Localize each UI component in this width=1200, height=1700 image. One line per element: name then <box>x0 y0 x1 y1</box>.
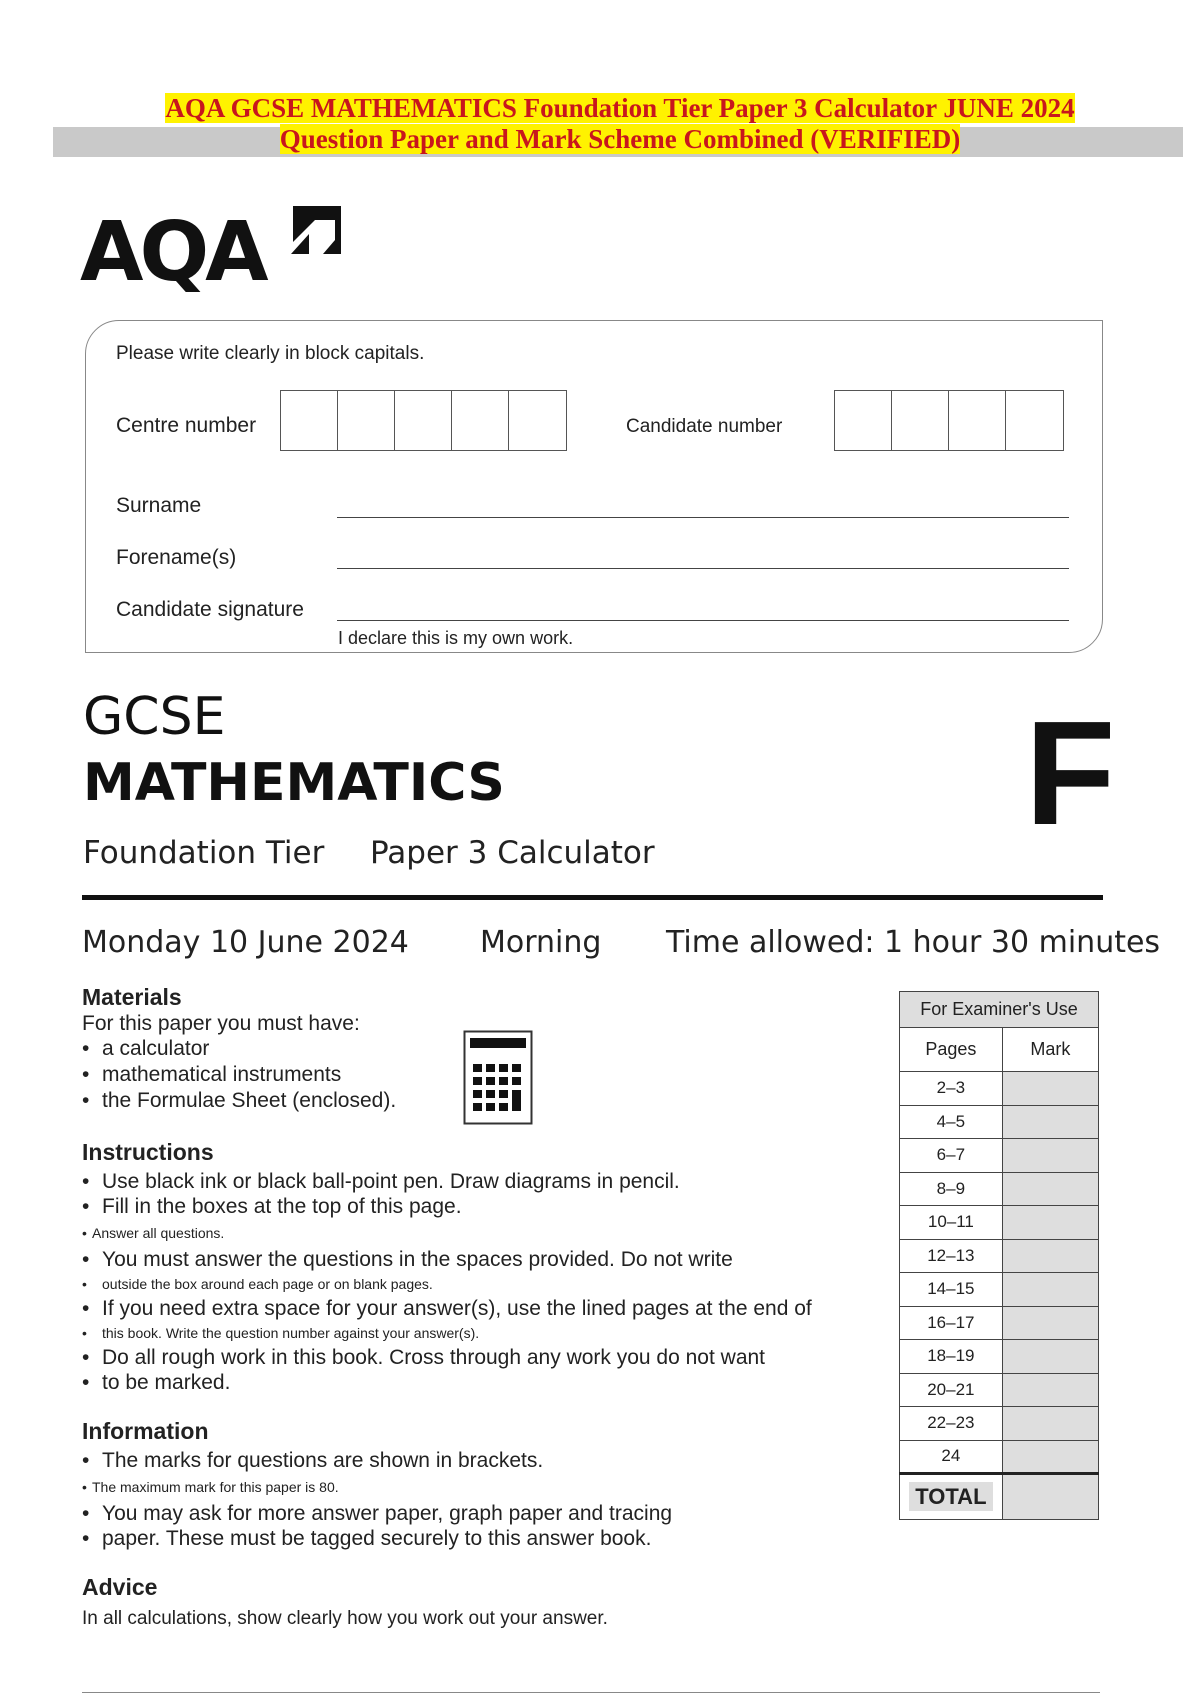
mark-cell <box>1002 1139 1098 1173</box>
pages-cell: 12–13 <box>900 1239 1003 1273</box>
table-row <box>900 1139 1099 1173</box>
list-item: • If you need extra space for your answer(s), use the lined pages at the end of <box>80 1296 812 1321</box>
list-item: • Use black ink or black ball-point pen. Draw diagrams in pencil. <box>80 1169 812 1194</box>
surname-field[interactable] <box>337 517 1069 518</box>
table-row <box>900 1340 1099 1374</box>
mark-cell <box>1002 1340 1098 1374</box>
total-label-cell <box>900 1474 1003 1520</box>
exam-date: Monday 10 June 2024 <box>82 925 409 960</box>
examiner-table-heading: For Examiner's Use <box>900 992 1099 1028</box>
paper-label: Paper 3 Calculator <box>370 835 655 871</box>
forename-label: Forename(s) <box>116 546 237 569</box>
list-item: • You must answer the questions in the spaces provided. Do not write <box>80 1247 812 1272</box>
pages-cell: 2–3 <box>900 1072 1003 1106</box>
title-divider <box>82 895 1103 900</box>
list-item-continued: • outside the box around each page or on blank pages. <box>80 1272 812 1296</box>
pages-cell: 8–9 <box>900 1172 1003 1206</box>
centre-digit-box[interactable] <box>395 391 452 450</box>
pages-cell: 4–5 <box>900 1105 1003 1139</box>
list-item: • The marks for questions are shown in brackets. <box>80 1448 672 1473</box>
list-item-continued: • paper. These must be tagged securely to this answer book. <box>80 1526 672 1551</box>
candidate-digit-box[interactable] <box>835 391 892 450</box>
mark-cell <box>1002 1105 1098 1139</box>
pages-column-header: Pages <box>900 1028 1003 1072</box>
pages-cell: 16–17 <box>900 1306 1003 1340</box>
aqa-logo-mark-icon <box>287 204 343 260</box>
list-item: • The maximum mark for this paper is 80. <box>80 1473 672 1501</box>
table-row <box>900 1206 1099 1240</box>
table-row <box>900 1273 1099 1307</box>
materials-list <box>80 1036 396 1114</box>
centre-digit-box[interactable] <box>281 391 338 450</box>
mark-cell <box>1002 1239 1098 1273</box>
mark-cell <box>1002 1440 1098 1474</box>
list-item: • mathematical instruments <box>80 1062 396 1088</box>
table-row <box>900 1306 1099 1340</box>
table-row <box>900 1407 1099 1441</box>
block-capitals-instruction: Please write clearly in block capitals. <box>116 343 425 364</box>
instructions-list <box>80 1169 812 1395</box>
forename-field[interactable] <box>337 568 1069 569</box>
time-allowed: Time allowed: 1 hour 30 minutes <box>666 925 1161 960</box>
centre-number-boxes[interactable] <box>280 390 567 451</box>
list-item-continued: • this book. Write the question number against your answer(s). <box>80 1321 812 1345</box>
mark-cell <box>1002 1072 1098 1106</box>
aqa-logo-text: AQA <box>80 205 265 300</box>
table-row <box>900 1172 1099 1206</box>
pages-cell: 22–23 <box>900 1407 1003 1441</box>
mark-cell <box>1002 1206 1098 1240</box>
surname-label: Surname <box>116 494 202 517</box>
list-item: • Do all rough work in this book. Cross through any work you do not want <box>80 1345 812 1370</box>
document-banner <box>60 93 1180 155</box>
centre-digit-box[interactable] <box>338 391 395 450</box>
pages-cell: 14–15 <box>900 1273 1003 1307</box>
table-row <box>900 1373 1099 1407</box>
candidate-number-boxes[interactable] <box>834 390 1064 451</box>
qualification-title: GCSE <box>83 687 226 747</box>
subject-title: MATHEMATICS <box>83 753 505 813</box>
table-row <box>900 1239 1099 1273</box>
advice-heading: Advice <box>82 1574 158 1600</box>
signature-field[interactable] <box>337 620 1069 621</box>
mark-column-header: Mark <box>1002 1028 1098 1072</box>
mark-cell <box>1002 1306 1098 1340</box>
centre-digit-box[interactable] <box>509 391 566 450</box>
calculator-icon <box>463 1030 533 1125</box>
advice-text: In all calculations, show clearly how you work out your answer. <box>82 1608 608 1629</box>
pages-cell: 18–19 <box>900 1340 1003 1374</box>
instructions-heading: Instructions <box>82 1139 214 1165</box>
candidate-number-label: Candidate number <box>626 416 783 437</box>
list-item-continued: • to be marked. <box>80 1370 812 1395</box>
information-heading: Information <box>82 1418 209 1444</box>
total-row <box>900 1474 1099 1520</box>
list-item: • Answer all questions. <box>80 1219 812 1247</box>
table-row <box>900 1440 1099 1474</box>
pages-cell: 10–11 <box>900 1206 1003 1240</box>
list-item: • a calculator <box>80 1036 396 1062</box>
page-bottom-rule <box>82 1692 1100 1693</box>
centre-digit-box[interactable] <box>452 391 509 450</box>
candidate-digit-box[interactable] <box>892 391 949 450</box>
list-item: • Fill in the boxes at the top of this page. <box>80 1194 812 1219</box>
signature-label: Candidate signature <box>116 598 304 621</box>
mark-cell <box>1002 1273 1098 1307</box>
pages-cell: 20–21 <box>900 1373 1003 1407</box>
exam-session: Morning <box>480 925 602 960</box>
table-row <box>900 1072 1099 1106</box>
pages-cell: 6–7 <box>900 1139 1003 1173</box>
list-item: • the Formulae Sheet (enclosed). <box>80 1088 396 1114</box>
declaration-text: I declare this is my own work. <box>338 628 574 648</box>
candidate-digit-box[interactable] <box>1006 391 1063 450</box>
information-list <box>80 1448 672 1551</box>
materials-intro: For this paper you must have: <box>82 1012 360 1035</box>
list-item: • You may ask for more answer paper, graph paper and tracing <box>80 1501 672 1526</box>
tier-label: Foundation Tier <box>83 835 325 871</box>
table-row <box>900 1105 1099 1139</box>
tier-letter: F <box>1025 691 1116 856</box>
total-mark-cell <box>1002 1474 1098 1520</box>
centre-number-label: Centre number <box>116 414 257 437</box>
materials-heading: Materials <box>82 984 182 1010</box>
banner-line-1: AQA GCSE MATHEMATICS Foundation Tier Paper 3 Calculator JUNE 2024 <box>165 93 1075 123</box>
candidate-digit-box[interactable] <box>949 391 1006 450</box>
mark-cell <box>1002 1373 1098 1407</box>
mark-cell <box>1002 1407 1098 1441</box>
pages-cell: 24 <box>900 1440 1003 1474</box>
examiner-use-table <box>899 991 1099 1520</box>
mark-cell <box>1002 1172 1098 1206</box>
total-label: TOTAL <box>909 1482 992 1511</box>
banner-line-2: Question Paper and Mark Scheme Combined (VERIFIED) <box>279 124 961 154</box>
